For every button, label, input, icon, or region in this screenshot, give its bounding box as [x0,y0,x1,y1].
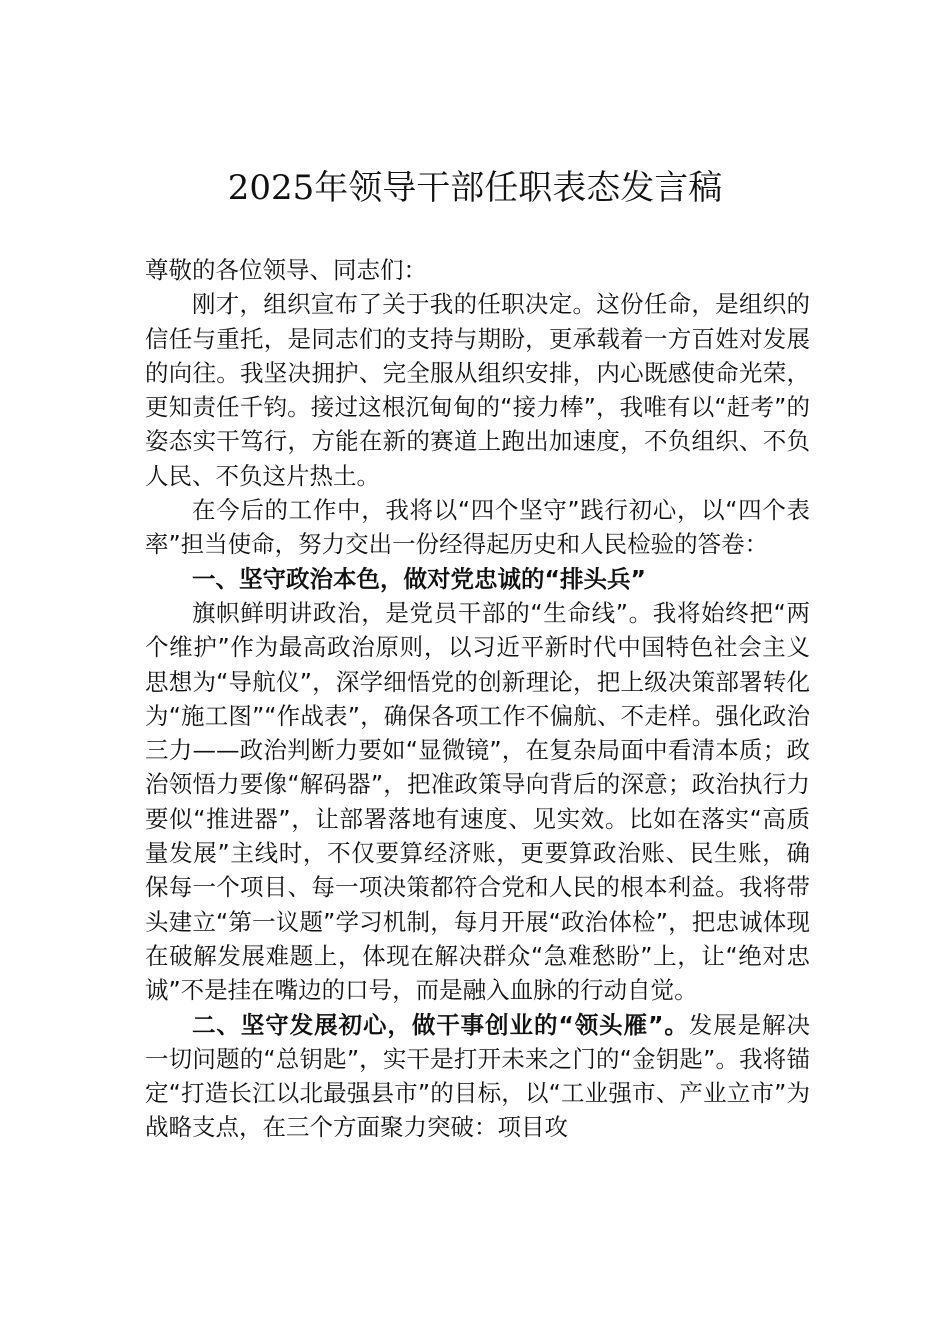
paragraph-appointment: 刚才，组织宣布了关于我的任职决定。这份任命，是组织的信任与重托，是同志们的支持与期盼，更承载着一方百姓对发展的向往。我坚决拥护、完全服从组织安排，内心既感使命光荣，更知责任千钧。接过这根沉甸甸的“接力棒”，我唯有以“赶考”的姿态实干笃行，方能在新的赛道上跑出加速度，不负组织、不负人民、不负这片热土。 [145,290,810,490]
document-body [145,253,810,1145]
section-paragraph-1: 旗帜鲜明讲政治，是党员干部的“生命线”。我将始终把“两个维护”作为最高政治原则，以习近平新时代中国特色社会主义思想为“导航仪”，深学细悟党的创新理论，把上级决策部署转化为“施工图”“作战表”，确保各项工作不偏航、不走样。强化政治三力——政治判断力要如“显微镜”，在复杂局面中看清本质；政治领悟力要像“解码器”，把准政策导向背后的深意；政治执行力要似“推进器”，让部署落地有速度、见实效。比如在落实“高质量发展”主线时，不仅要算经济账，更要算政治账、民生账，确保每一个项目、每一项决策都符合党和人民的根本利益。我将带头建立“第一议题”学习机制，每月开展“政治体检”，把忠诚体现在破解发展难题上，体现在解决群众“急难愁盼”上，让“绝对忠诚”不是挂在嘴边的口号，而是融入血脉的行动自觉。 [145,598,810,1005]
section-heading-2: 二、坚守发展初心，做干事创业的“领头雁”。 [192,1010,689,1039]
section-paragraph-2 [145,1008,810,1145]
document-title: 2025年领导干部任职表态发言稿 [227,168,723,208]
paragraph-commitment: 在今后的工作中，我将以“四个坚守”践行初心，以“四个表率”担当使命，努力交出一份经得起历史和人民检验的答卷： [145,496,810,559]
salutation: 尊敬的各位领导、同志们： [145,256,427,284]
section-heading-1: 一、坚守政治本色，做对党忠诚的“排头兵” [192,564,646,593]
section-text-2: 发展是解决一切问题的“总钥匙”，实干是打开未来之门的“金钥匙”。我将锚定“打造长江以北最强县市”的目标，以“工业强市、产业立市”为战略支点，在三个方面聚力突破：项目攻 [145,1010,811,1142]
